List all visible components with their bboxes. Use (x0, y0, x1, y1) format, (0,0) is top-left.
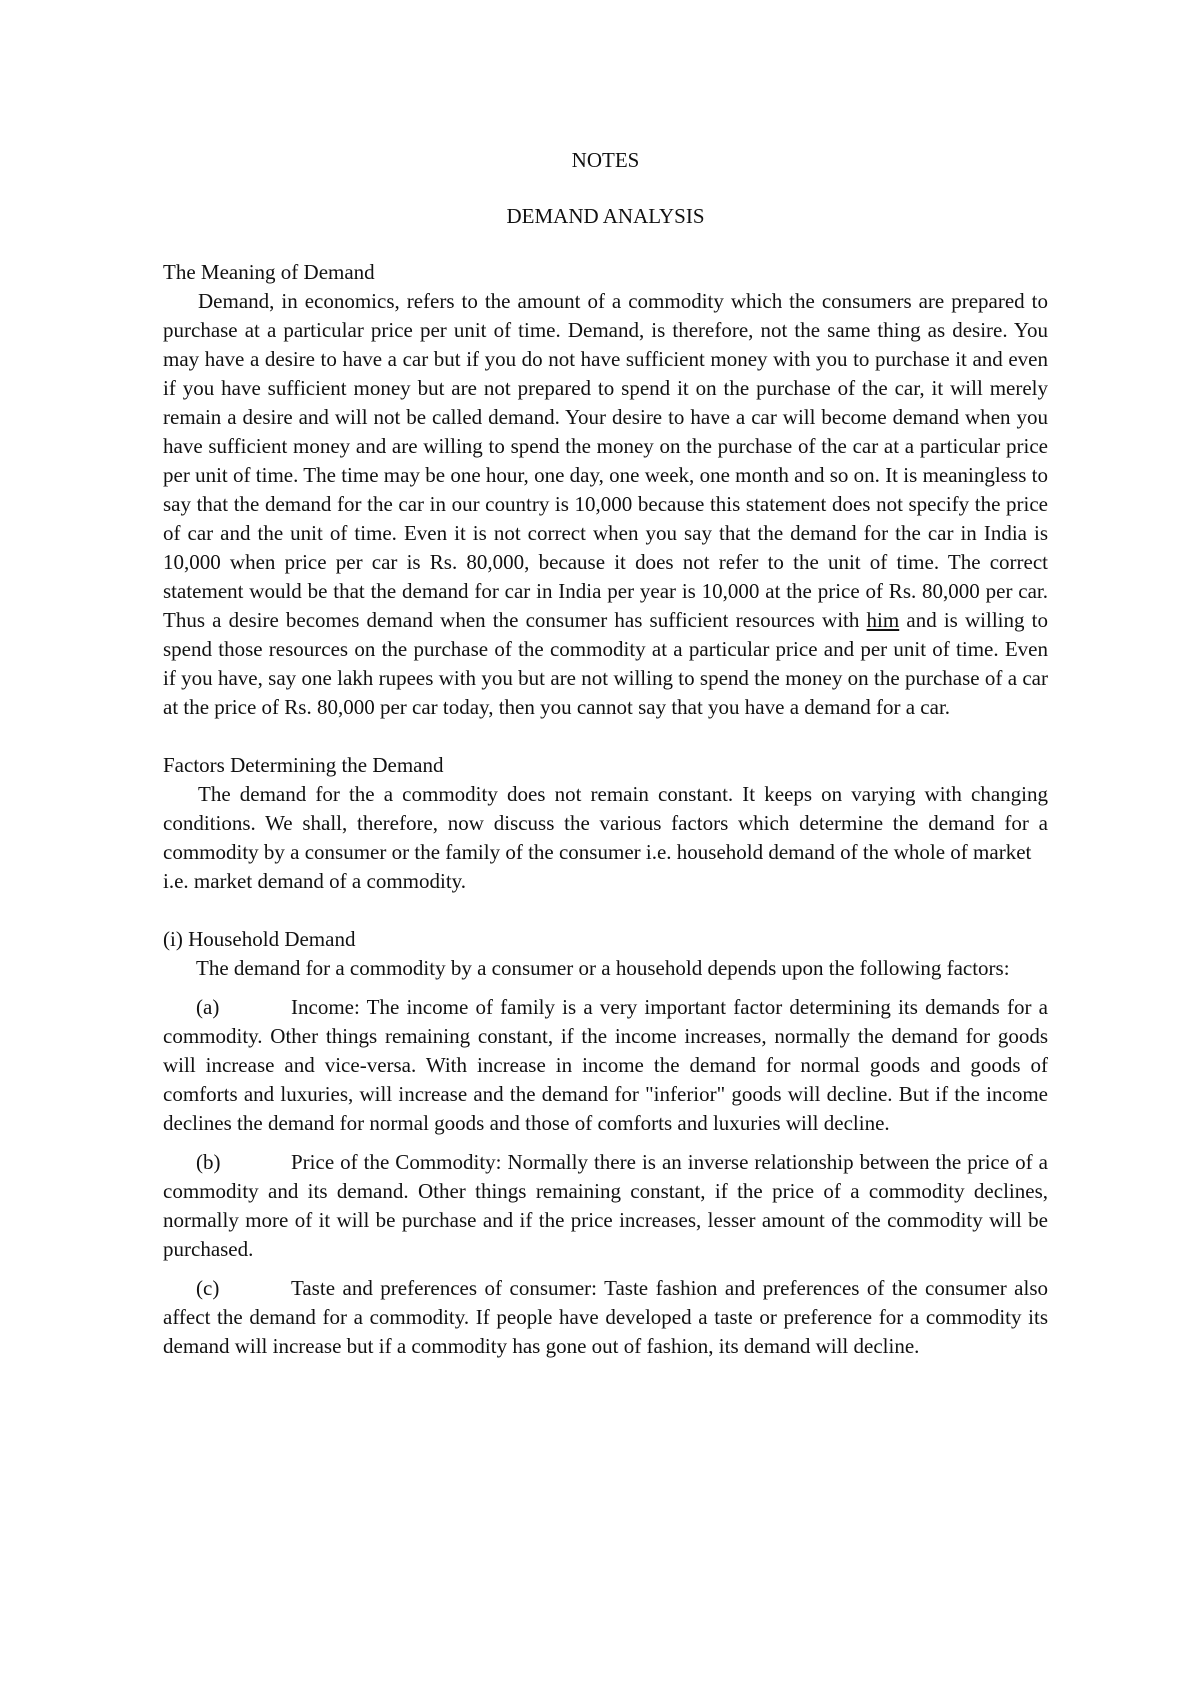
list-item-label: (a) (196, 995, 220, 1019)
list-item (163, 993, 1048, 1138)
section-heading-household: (i) Household Demand (163, 927, 356, 951)
household-intro: The demand for a commodity by a consumer or a household depends upon the following factors: (196, 956, 1010, 980)
meaning-paragraph (163, 287, 1048, 722)
section-heading-meaning: The Meaning of Demand (163, 260, 375, 284)
meaning-text-before: Demand, in economics, refers to the amount of a commodity which the consumers are prepared to purchase at a particular price per unit of time. Demand, is therefore, not the same thing as desire. You may have a desire to have a car but if you do not have sufficient money with you to purchase it and even if you have sufficient money but are not prepared to spend it on the purchase of the car, it will merely remain a desire and will not be called demand. Your desire to have a car will become demand when you have sufficient money and are willing to spend the money on the purchase of the car at a particular price per unit of time. The time may be one hour, one day, one week, one month and so on. It is meaningless to say that the demand for the car in our country is 10,000 because this statement does not specify the price of car and the unit of time. Even it is not correct when you say that the demand for the car in India is 10,000 when price per car is Rs. 80,000, because it does not refer to the unit of time. The correct statement would be that the demand for car in India per year is 10,000 at the price of Rs. 80,000 per car. Thus a desire becomes demand when the consumer has sufficient resources with (163, 289, 1048, 632)
section-heading-factors: Factors Determining the Demand (163, 753, 444, 777)
meaning-text-after: and is willing to spend those resources on the purchase of the commodity at a particular price and per unit of time. Even if you have, say one lakh rupees with you but are not willing to spend the money on the purchase of a car at the price of Rs. 80,000 per car today, then you cannot say that you have a demand for a car. (163, 608, 1048, 719)
underlined-word: him (866, 608, 900, 632)
document-content (163, 146, 1048, 1361)
list-item-text: Price of the Commodity: Normally there is an inverse relationship between the price of a commodity and its demand. Other things remaining constant, if the price of a commodity declines, normally more of it will be purchase and if the price increases, lesser amount of the commodity will be purchased. (163, 1150, 1048, 1261)
list-item (163, 1274, 1048, 1361)
list-item-text: Taste and preferences of consumer: Taste fashion and preferences of the consumer also affect the demand for a commodity. If people have developed a taste or preference for a commodity its demand will increase but if a commodity has gone out of fashion, its demand will decline. (163, 1276, 1048, 1358)
list-item-text: Income: The income of family is a very important factor determining its demands for a commodity. Other things remaining constant, if the income increases, normally the demand for goods will increase and vice-versa. With increase in income the demand for normal goods and goods of comforts and luxuries, will increase and the demand for "inferior" goods will decline. But if the income declines the demand for normal goods and those of comforts and luxuries will decline. (163, 995, 1048, 1135)
list-item-label: (c) (196, 1276, 220, 1300)
list-item-label: (b) (196, 1150, 221, 1174)
factors-paragraph: The demand for the a commodity does not remain constant. It keeps on varying with changing conditions. We shall, therefore, now discuss the various factors which determine the demand for a commodity by a consumer or the family of the consumer i.e. household demand of the whole of market (163, 782, 1048, 864)
document-title: DEMAND ANALYSIS (506, 204, 705, 228)
notes-label: NOTES (571, 148, 640, 172)
list-item (163, 1148, 1048, 1264)
factors-continuation: i.e. market demand of a commodity. (163, 869, 467, 893)
